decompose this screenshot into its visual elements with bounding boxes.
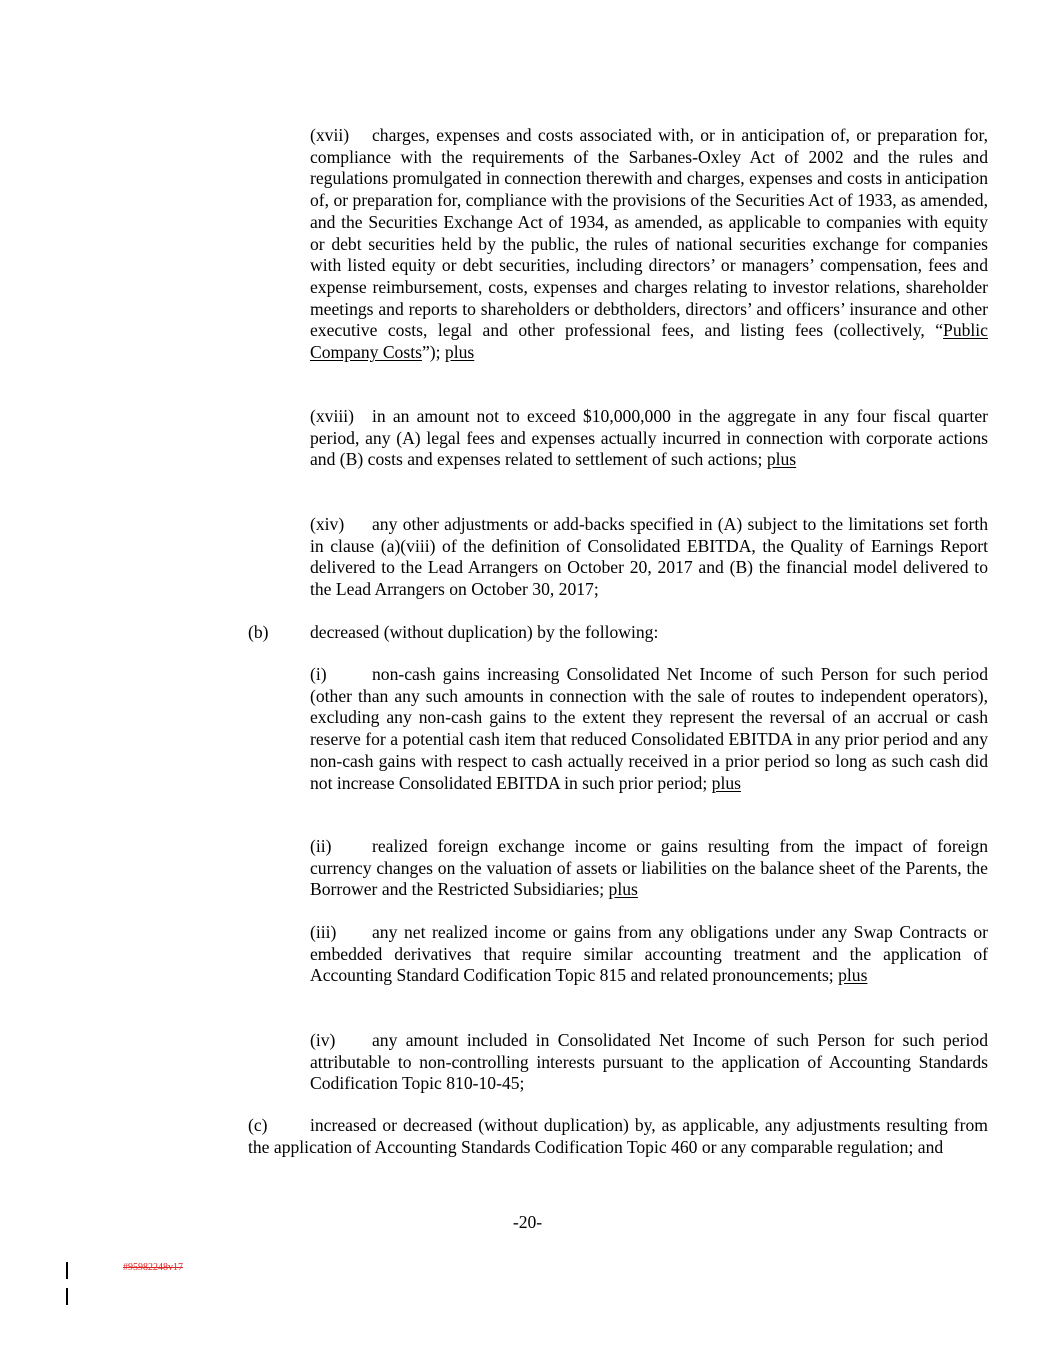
connector-plus: plus: [766, 449, 797, 470]
connector-plus: plus: [608, 879, 638, 900]
clause-label: (xviii): [310, 406, 354, 426]
clause-label: (c): [248, 1115, 268, 1135]
clause-label: (i): [310, 664, 327, 684]
clause-text: decreased (without duplication) by the following:: [310, 622, 659, 642]
clause-text: realized foreign exchange income or gains resulting from the impact of foreign currency changes on the valuation of assets or liabilities on the balance sheet of the Parents, the Borrower and the Restricted Subsidiaries;: [310, 836, 988, 900]
connector-plus: plus: [838, 965, 868, 986]
paragraph-xviii: [248, 406, 988, 471]
document-id: #95982248v17: [123, 1262, 183, 1273]
clause-text: non-cash gains increasing Consolidated Net Income of such Person for such period (other than any such amounts in connection with the sale of routes to independent operators), excluding any non-cash gains to the extent they represent the reversal of an accrual or cash reserve for a potential cash item that reduced Consolidated EBITDA in any prior period and any non-cash gains with respect to cash actually received in a prior period so long as such cash did not increase Consolidated EBITDA in such prior period;: [310, 664, 988, 793]
clause-label: (ii): [310, 836, 332, 856]
clause-label: (xvii): [310, 125, 350, 145]
revision-bar: [66, 1262, 68, 1279]
paragraph-xiv: [248, 514, 988, 601]
paragraph-xvii: [248, 125, 988, 364]
page-number: -20-: [512, 1212, 543, 1232]
clause-text: in an amount not to exceed $10,000,000 in the aggregate in any four fiscal quarter period, any (A) legal fees and expenses actually incurred in connection with corporate actions and (B) costs and expenses related to settlement of such actions;: [310, 406, 988, 470]
clause-text: any amount included in Consolidated Net Income of such Person for such period attributable to non-controlling interests pursuant to the application of Accounting Standards Codification Topic 810-10-45;: [310, 1030, 988, 1094]
clause-text: any net realized income or gains from any obligations under any Swap Contracts or embedded derivatives that require similar accounting treatment and the application of Accounting Standard Codification Topic 815 and related pronouncements;: [310, 922, 988, 986]
defined-term: Public Company Costs: [310, 320, 988, 363]
clause-text: increased or decreased (without duplication) by, as applicable, any adjustments resulting from the application of Accounting Standards Codification Topic 460 or any comparable regulation; and: [248, 1115, 988, 1157]
clause-text: any other adjustments or add-backs specified in (A) subject to the limitations set forth in clause (a)(viii) of the definition of Consolidated EBITDA, the Quality of Earnings Report delivered to the Lead Arrangers on October 20, 2017 and (B) the financial model delivered to the Lead Arrangers on October 30, 2017;: [310, 514, 988, 600]
clause-text: charges, expenses and costs associated with, or in anticipation of, or preparation for, compliance with the requirements of the Sarbanes-Oxley Act of 2002 and the rules and regulations promulgated in connection therewith and charges, expenses and costs in anticipation of, or preparation for, compliance with the provisions of the Securities Act of 1933, as amended, and the Securities Exchange Act of 1934, as amended, as applicable to companies with equity or debt securities held by the public, the rules of national securities exchange for companies with listed equity or debt securities, including directors’ or managers’ compensation, fees and expense reimbursement, costs, expenses and charges relating to investor relations, shareholder meetings and reports to shareholders or debtholders, directors’ and officers’ insurance and other executive costs, legal and other professional fees, and listing fees (collectively, “: [310, 125, 988, 341]
clause-label: (iii): [310, 922, 337, 942]
paragraph-iv: [248, 1030, 988, 1095]
connector-plus: plus: [444, 342, 475, 363]
paragraph-c: [186, 1115, 988, 1158]
paragraph-ii: [248, 836, 988, 901]
paragraph-iii: [248, 922, 988, 987]
connector-plus: plus: [711, 772, 741, 793]
paragraph-i: [248, 664, 988, 794]
clause-tail: ”);: [421, 342, 445, 363]
clause-label: (iv): [310, 1030, 336, 1050]
clause-label: (xiv): [310, 514, 345, 534]
clause-label: (b): [248, 622, 269, 642]
paragraph-b: [248, 622, 926, 644]
revision-bar: [66, 1288, 68, 1305]
